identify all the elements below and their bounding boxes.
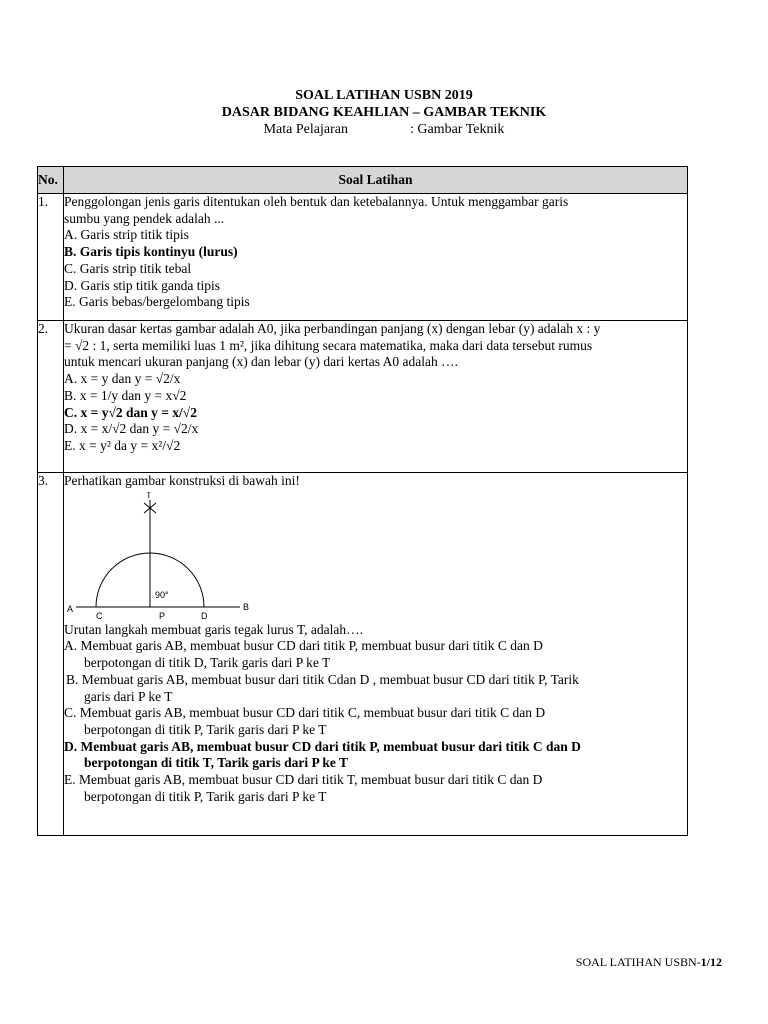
column-header-soal: Soal Latihan [64,167,688,194]
option-e: E. x = y² da y = x²/√2 [64,437,181,453]
option-a: A. x = y dan y = √2/x [64,371,181,387]
label-d: D [201,610,208,621]
option-d-answer-cont: berpotongan di titik T, Tarik garis dari P ke T [84,755,349,771]
question-table [37,166,688,836]
subject-line [0,122,768,138]
option-c: C. Membuat garis AB, membuat busur CD dari titik C, membuat busur dari titik C dan D [64,705,546,721]
option-a: A. Membuat garis AB, membuat busur CD dari titik P, membuat busur dari titik C dan D [64,638,543,654]
page-number: 1/12 [700,955,722,969]
question-row-2 [38,321,688,473]
option-d-answer: D. Membuat garis AB, membuat busur CD dari titik P, membuat busur dari titik C dan D [64,738,581,754]
label-a: A [67,603,74,614]
option-b: B. x = 1/y dan y = x√2 [64,387,187,403]
angle-label: 90° [155,589,169,600]
question-row-1 [38,194,688,321]
question-number: 1. [38,194,64,321]
question-stem-line: sumbu yang pendek adalah ... [64,210,225,226]
footer-label: SOAL LATIHAN USBN- [575,955,701,969]
question-stem-line: Penggolongan jenis garis ditentukan oleh bentuk dan ketebalannya. Untuk menggambar garis [64,194,569,209]
option-c-cont: berpotongan di titik P, Tarik garis dari P ke T [84,721,327,737]
construction-figure [64,492,264,622]
option-d: D. Garis stip titik ganda tipis [64,277,220,293]
option-c-answer: C. x = y√2 dan y = x/√2 [64,404,197,420]
option-b-cont: garis dari P ke T [84,688,173,704]
subject-label: Mata Pelajaran [263,122,348,137]
label-p: P [159,610,166,621]
question-row-3 [38,473,688,836]
table-header-row [38,167,688,194]
question-body [64,321,688,473]
question-stem-line: Perhatikan gambar konstruksi di bawah ini! [64,473,300,488]
document-title: SOAL LATIHAN USBN 2019 [295,88,473,103]
option-b: B. Membuat garis AB, membuat busur dari titik Cdan D , membuat busur CD dari titik P, Tarik [66,671,579,687]
label-t: T [146,491,152,500]
question-body [64,473,688,836]
option-e-cont: berpotongan di titik P, Tarik garis dari P ke T [84,788,327,804]
option-e: E. Garis bebas/bergelombang tipis [64,294,250,310]
option-d: D. x = x/√2 dan y = √2/x [64,421,199,437]
question-number: 3. [38,473,64,836]
subject-value: : Gambar Teknik [409,122,505,137]
question-stem-line: Ukuran dasar kertas gambar adalah A0, jika perbandingan panjang (x) dengan lebar (y) adalah x : y [64,321,601,336]
option-c: C. Garis strip titik tebal [64,260,192,276]
column-header-no: No. [38,167,64,194]
option-b-answer: B. Garis tipis kontinyu (lurus) [64,244,238,260]
option-a-cont: berpotongan di titik D, Tarik garis dari P ke T [84,655,331,671]
question-body [64,194,688,321]
question-stem-line: = √2 : 1, serta memiliki luas 1 m², jika dihitung secara matematika, maka dari data tersebut rumus [64,337,593,353]
label-b: B [243,601,250,612]
label-c: C [96,610,103,621]
question-stem-line: untuk mencari ukuran panjang (x) dan lebar (y) dari kertas A0 adalah …. [64,354,458,370]
question-number: 2. [38,321,64,473]
option-a: A. Garis strip titik tipis [64,227,189,243]
page-footer [576,955,722,970]
question-prompt: Urutan langkah membuat garis tegak lurus T, adalah…. [64,621,364,637]
document-subtitle: DASAR BIDANG KEAHLIAN – GAMBAR TEKNIK [221,105,547,120]
option-e: E. Membuat garis AB, membuat busur CD dari titik T, membuat busur dari titik C dan D [64,772,543,788]
